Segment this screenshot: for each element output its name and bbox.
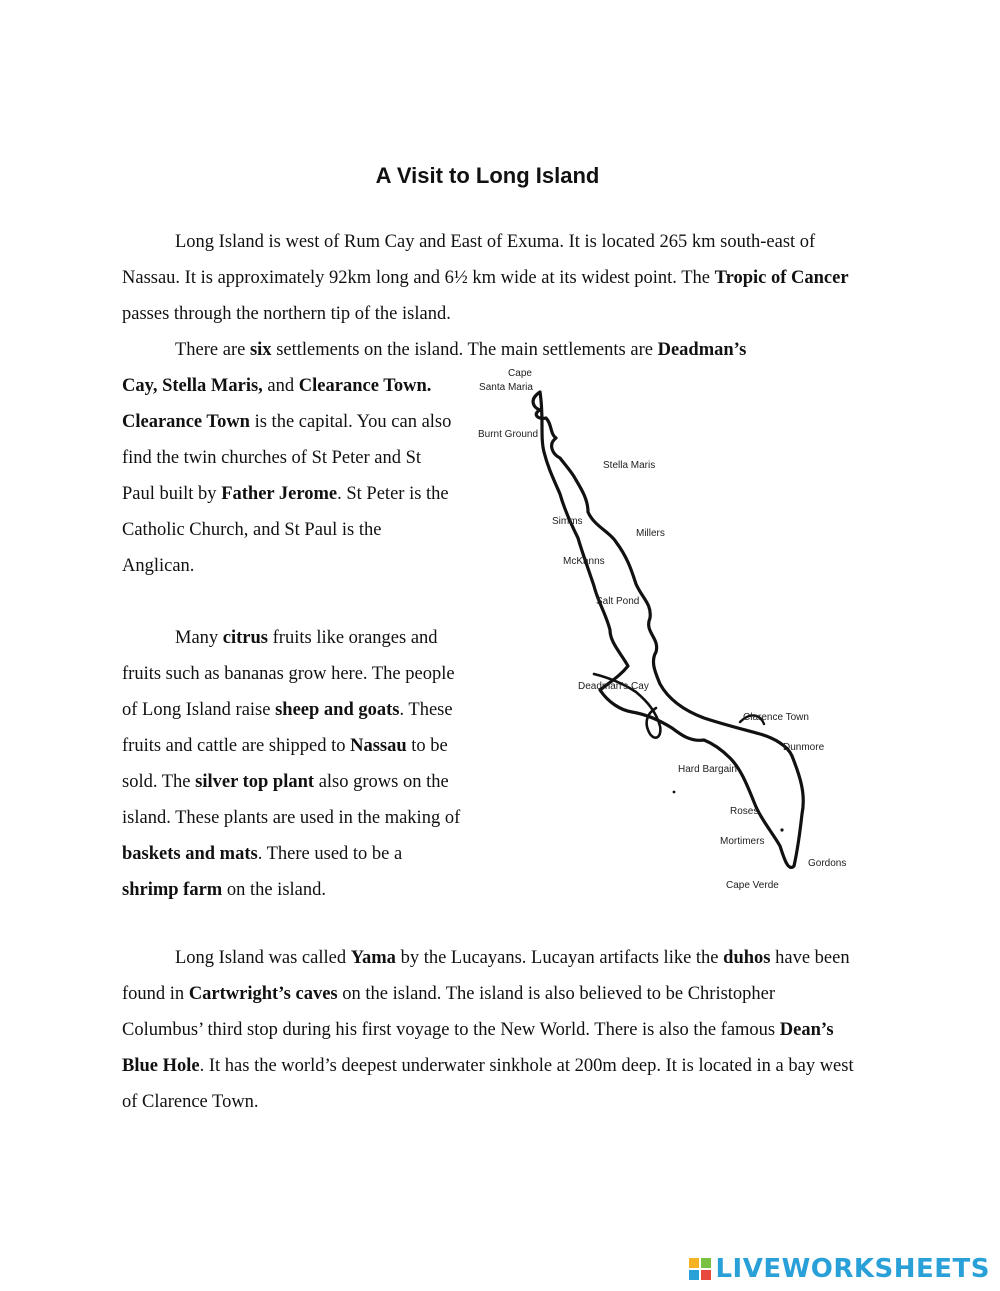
brand-name: LIVEWORKSHEETS: [715, 1254, 990, 1284]
island-outline: [533, 392, 803, 867]
label-mortimers: Mortimers: [720, 836, 765, 847]
label-simms: Simms: [552, 516, 583, 527]
logo-square: [689, 1270, 699, 1280]
label-clarence-town: Clarence Town: [743, 712, 809, 723]
label-hard-bargain: Hard Bargain: [678, 764, 737, 775]
liveworksheets-logo: [689, 1253, 990, 1285]
label-millers: Millers: [636, 528, 665, 539]
paragraph-settlements: Cay, Stella Maris, and Clearance Town. Clearance Town is the capital. You can also find the twin churches of St Peter and St Paul built by Father Jerome. St Peter is the Catholic Church, and St Paul is the Anglican.: [122, 376, 452, 576]
island-dot: [780, 828, 783, 831]
logo-square: [701, 1258, 711, 1268]
paragraph-agriculture: Many citrus fruits like oranges and fruits such as bananas grow here. The people of Long Island raise sheep and goats. These fruits and cattle are shipped to Nassau to be sold. The silver top plant also grows on the island. These plants are used in the making of baskets and mats. There used to be a shrimp farm on the island.: [122, 628, 461, 900]
logo-square: [701, 1270, 711, 1280]
page-title: A Visit to Long Island: [375, 163, 600, 188]
settlements-bold: Cay, Stella Maris,: [122, 376, 263, 396]
island-dot: [673, 791, 676, 794]
label-roses: Roses: [730, 806, 759, 817]
paragraph-history: Long Island was called Yama by the Lucayans. Lucayan artifacts like the duhos have been found in Cartwright’s caves on the island. The island is also believed to be Christopher Columbus’ third stop during his first voyage to the New World. There is also the famous Dean’s Blue Hole. It has the world’s deepest underwater sinkhole at 200m deep. It is located in a bay west of Clarence Town.: [122, 948, 854, 1112]
long-island-map: [460, 362, 890, 902]
logo-squares-icon: [689, 1258, 711, 1280]
label-santa-maria: Santa Maria: [479, 382, 533, 393]
label-deadmans-cay: Deadman's Cay: [578, 681, 649, 692]
label-salt-pond: Salt Pond: [596, 596, 640, 607]
logo-square: [689, 1258, 699, 1268]
label-cape-verde: Cape Verde: [726, 880, 779, 891]
label-dunmore: Dunmore: [783, 742, 825, 753]
deadmans-cay-text: Deadman’s: [657, 340, 747, 360]
paragraph-location: Long Island is west of Rum Cay and East of Exuma. It is located 265 km south-east of Nassau. It is approximately 92km long and 6½ km wide at its widest point. The Tropic of Cancer passes through the northern tip of the island.: [122, 232, 849, 324]
label-cape: Cape: [508, 368, 532, 379]
label-stella-maris: Stella Maris: [603, 460, 656, 471]
label-mckanns: McKanns: [563, 556, 605, 567]
paragraph-settlements-line1: There are six settlements on the island. The main settlements are Deadman’s: [175, 340, 747, 360]
label-burnt-ground: Burnt Ground: [478, 429, 539, 440]
label-gordons: Gordons: [808, 858, 847, 869]
